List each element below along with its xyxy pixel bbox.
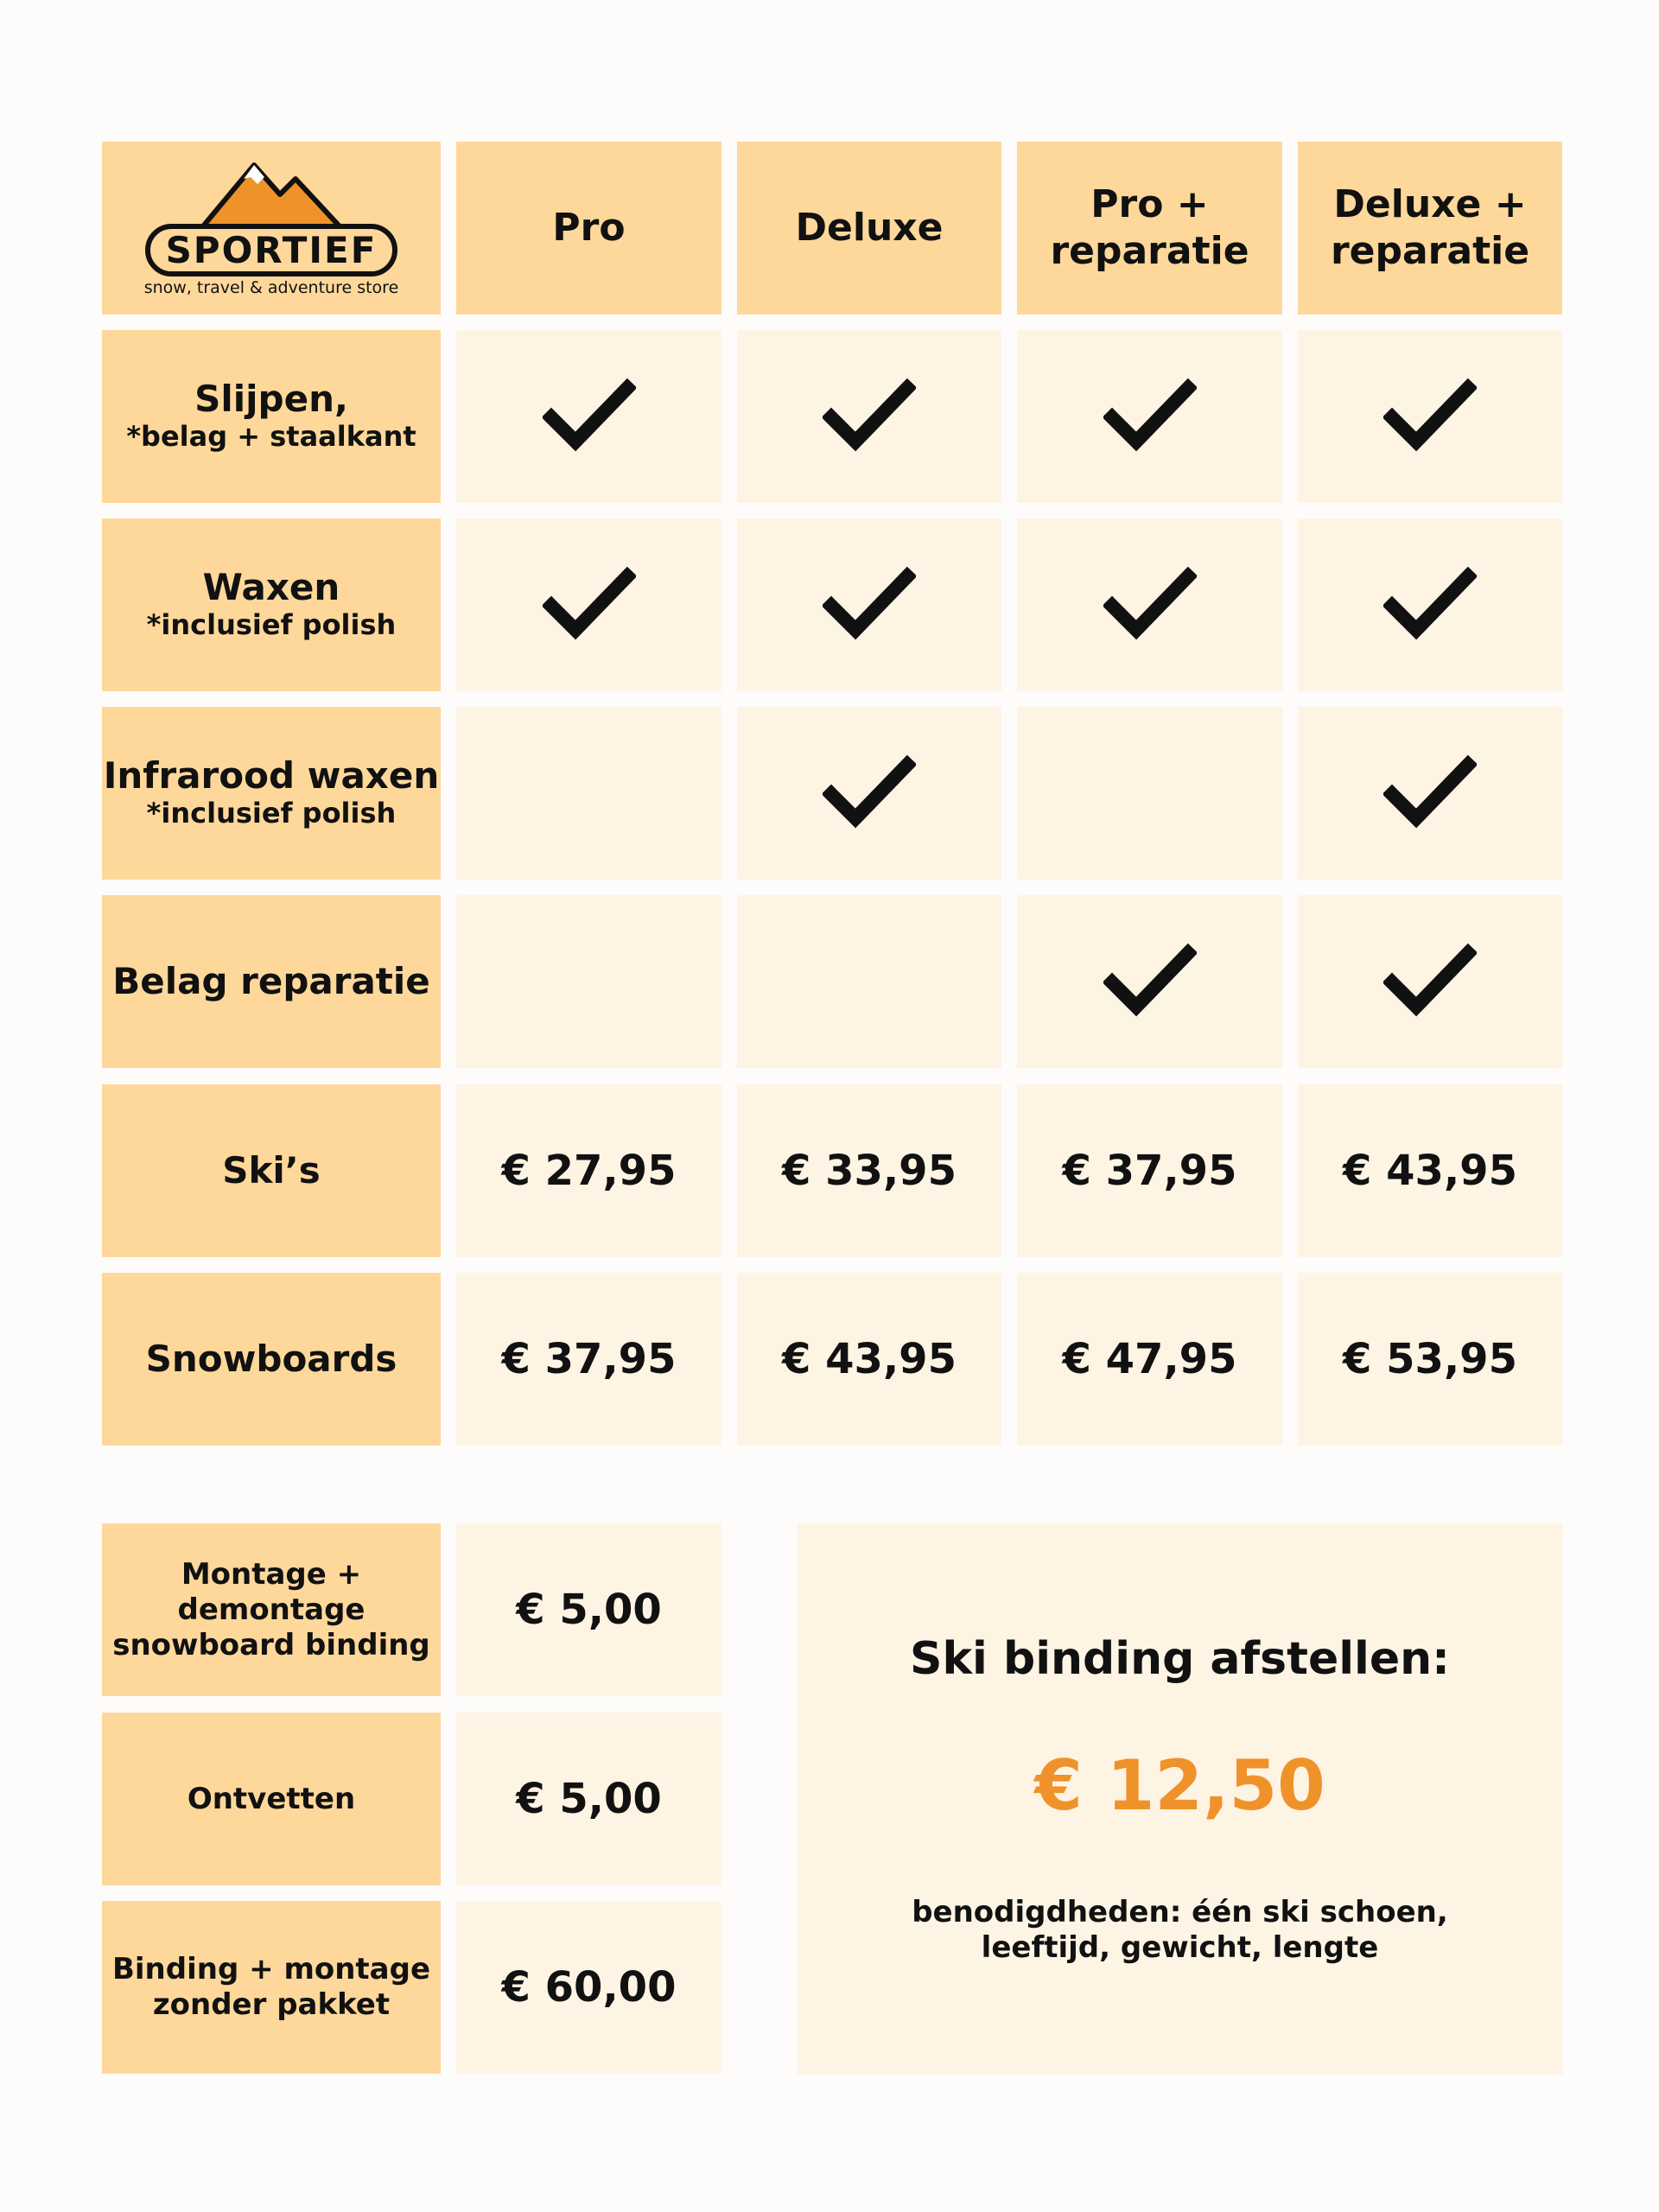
extra-header — [102, 1713, 441, 1885]
row-header — [102, 707, 441, 880]
column-header-pro-reparatie — [1017, 142, 1282, 315]
row-note: *inclusief polish — [146, 608, 397, 641]
column-title: Deluxe — [795, 206, 944, 250]
price-cell — [1017, 1273, 1282, 1446]
service-cell — [737, 895, 1001, 1068]
brand-name: SPORTIEF — [165, 228, 378, 271]
row-header — [102, 330, 441, 503]
extra-price: € 5,00 — [516, 1586, 662, 1634]
row-title: Waxen — [202, 566, 340, 608]
price-cell — [456, 1084, 721, 1257]
price-cell — [456, 1273, 721, 1446]
price-value: € 43,95 — [782, 1335, 957, 1383]
checkmark-icon — [1383, 566, 1477, 644]
row-title: Slijpen, — [194, 378, 348, 420]
service-cell — [1017, 895, 1282, 1068]
logo-badge — [145, 224, 398, 276]
ski-binding-box — [798, 1523, 1562, 2075]
extra-title: Binding + montage zonder pakket — [111, 1952, 431, 2022]
row-header — [102, 1273, 441, 1446]
service-cell — [456, 895, 721, 1068]
column-header-deluxe-reparatie — [1298, 142, 1562, 315]
checkmark-icon — [1103, 378, 1197, 455]
brand-tagline: snow, travel & adventure store — [143, 277, 399, 297]
service-cell — [737, 707, 1001, 880]
column-title: Pro + reparatie — [1050, 182, 1249, 273]
service-cell — [1298, 518, 1562, 691]
service-cell — [456, 330, 721, 503]
price-cell — [737, 1273, 1001, 1446]
row-note: *inclusief polish — [146, 797, 397, 830]
price-value: € 33,95 — [782, 1147, 957, 1195]
checkmark-icon — [823, 566, 916, 644]
checkmark-icon — [1103, 943, 1197, 1020]
row-header — [102, 895, 441, 1068]
service-cell — [1017, 518, 1282, 691]
extra-price: € 5,00 — [516, 1775, 662, 1823]
extra-header — [102, 1901, 441, 2074]
extra-title: Montage + demontage snowboard binding — [112, 1556, 430, 1662]
price-value: € 27,95 — [501, 1147, 677, 1195]
service-cell — [737, 330, 1001, 503]
price-cell — [737, 1084, 1001, 1257]
row-title: Infrarood waxen — [103, 754, 440, 797]
checkmark-icon — [823, 378, 916, 455]
extra-header — [102, 1523, 441, 1696]
service-cell — [1298, 895, 1562, 1068]
price-cell — [1017, 1084, 1282, 1257]
column-header-pro — [456, 142, 721, 315]
price-value: € 47,95 — [1062, 1335, 1237, 1383]
price-value: € 37,95 — [1062, 1147, 1237, 1195]
row-header — [102, 518, 441, 691]
checkmark-icon — [1103, 566, 1197, 644]
checkmark-icon — [543, 378, 636, 455]
column-title: Pro — [552, 206, 626, 250]
ski-binding-note: benodigdheden: één ski schoen, leeftijd, gewicht, lengte — [912, 1894, 1448, 1965]
service-cell — [737, 518, 1001, 691]
row-note: *belag + staalkant — [126, 420, 416, 453]
row-title: Belag reparatie — [112, 960, 430, 1002]
ski-binding-title: Ski binding afstellen: — [910, 1632, 1450, 1685]
logo-cell — [102, 142, 441, 315]
extra-price: € 60,00 — [501, 1963, 677, 2012]
price-value: € 37,95 — [501, 1335, 677, 1383]
column-header-deluxe — [737, 142, 1001, 315]
service-cell — [456, 518, 721, 691]
price-value: € 53,95 — [1343, 1335, 1517, 1383]
row-title: Ski’s — [222, 1149, 321, 1192]
extra-title: Ontvetten — [187, 1781, 356, 1816]
extra-price-cell — [456, 1901, 721, 2074]
checkmark-icon — [543, 566, 636, 644]
price-cell — [1298, 1273, 1562, 1446]
extra-price-cell — [456, 1713, 721, 1885]
service-cell — [456, 707, 721, 880]
service-cell — [1298, 330, 1562, 503]
price-value: € 43,95 — [1343, 1147, 1517, 1195]
brand-logo — [144, 160, 399, 297]
checkmark-icon — [1383, 378, 1477, 455]
checkmark-icon — [1383, 754, 1477, 832]
checkmark-icon — [823, 754, 916, 832]
row-header — [102, 1084, 441, 1257]
mountain-logo-icon — [194, 160, 349, 229]
service-cell — [1017, 330, 1282, 503]
service-cell — [1298, 707, 1562, 880]
row-title: Snowboards — [145, 1338, 397, 1380]
service-cell — [1017, 707, 1282, 880]
price-cell — [1298, 1084, 1562, 1257]
extra-price-cell — [456, 1523, 721, 1696]
checkmark-icon — [1383, 943, 1477, 1020]
ski-binding-price: € 12,50 — [1034, 1745, 1325, 1826]
column-title: Deluxe + reparatie — [1330, 182, 1530, 273]
